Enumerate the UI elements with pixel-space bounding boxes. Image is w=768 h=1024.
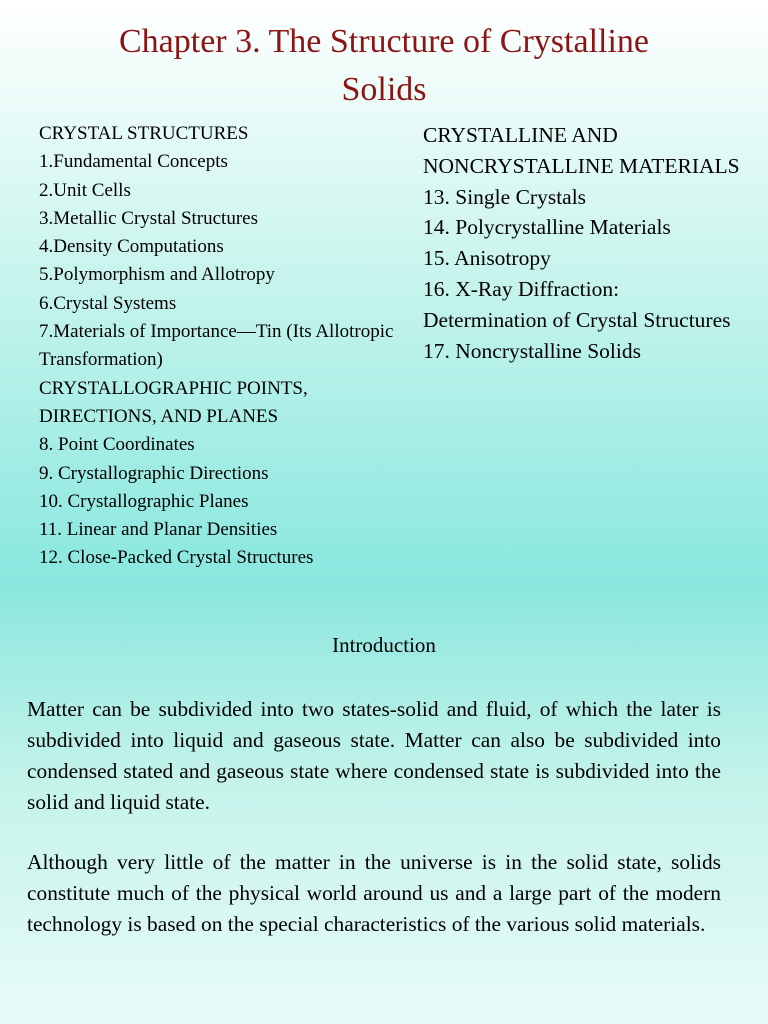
contents-left-column	[39, 120, 399, 573]
contents-item: 7.Materials of Importance—Tin (Its Allotropic Transformation)	[39, 321, 394, 371]
contents-item: 2.Unit Cells	[39, 179, 131, 201]
contents-item: 16. X-Ray Diffraction: Determination of Crystal Structures	[423, 276, 731, 332]
contents-item: 13. Single Crystals	[423, 184, 587, 209]
section-heading-crystal-structures: CRYSTAL STRUCTURES	[39, 123, 249, 144]
contents-item: 3.Metallic Crystal Structures	[39, 207, 258, 229]
introduction-heading: Introduction	[332, 633, 436, 657]
section-heading-crystallographic: CRYSTALLOGRAPHIC POINTS, DIRECTIONS, AND PLANES	[39, 377, 308, 427]
contents-item: 15. Anisotropy	[423, 246, 551, 271]
contents-item: 17. Noncrystalline Solids	[423, 338, 641, 363]
contents-item: 1.Fundamental Concepts	[39, 151, 228, 173]
contents-item: 12. Close-Packed Crystal Structures	[39, 547, 314, 569]
contents-item: 6.Crystal Systems	[39, 292, 177, 314]
chapter-title-line-1: Chapter 3. The Structure of Crystalline	[118, 23, 650, 60]
contents-item: 14. Polycrystalline Materials	[423, 215, 671, 240]
contents-item: 8. Point Coordinates	[39, 434, 195, 456]
chapter-title-line-2: Solids	[341, 71, 427, 108]
contents-item: 4.Density Computations	[39, 236, 224, 258]
contents-item: 10. Crystallographic Planes	[39, 490, 249, 512]
introduction-paragraph-2: Although very little of the matter in the universe is in the solid state, solids constitute much of the physical world around us and a large part of the modern technology is based on the special characteristics of the various solid materials.	[27, 850, 721, 936]
contents-right-column	[423, 120, 743, 366]
section-heading-crystalline-materials: CRYSTALLINE AND NONCRYSTALLINE MATERIALS	[423, 123, 740, 178]
contents-item: 5.Polymorphism and Allotropy	[39, 264, 275, 286]
chapter-title	[0, 18, 768, 114]
introduction-paragraph-1: Matter can be subdivided into two states-solid and fluid, of which the later is subdivided into liquid and gaseous state. Matter can also be subdivided into condensed stated and gaseous state where condensed state is subdivided into the solid and liquid state.	[27, 697, 721, 814]
contents-item: 11. Linear and Planar Densities	[39, 519, 278, 541]
slide-introduction	[0, 576, 768, 1024]
contents-item: 9. Crystallographic Directions	[39, 462, 269, 484]
